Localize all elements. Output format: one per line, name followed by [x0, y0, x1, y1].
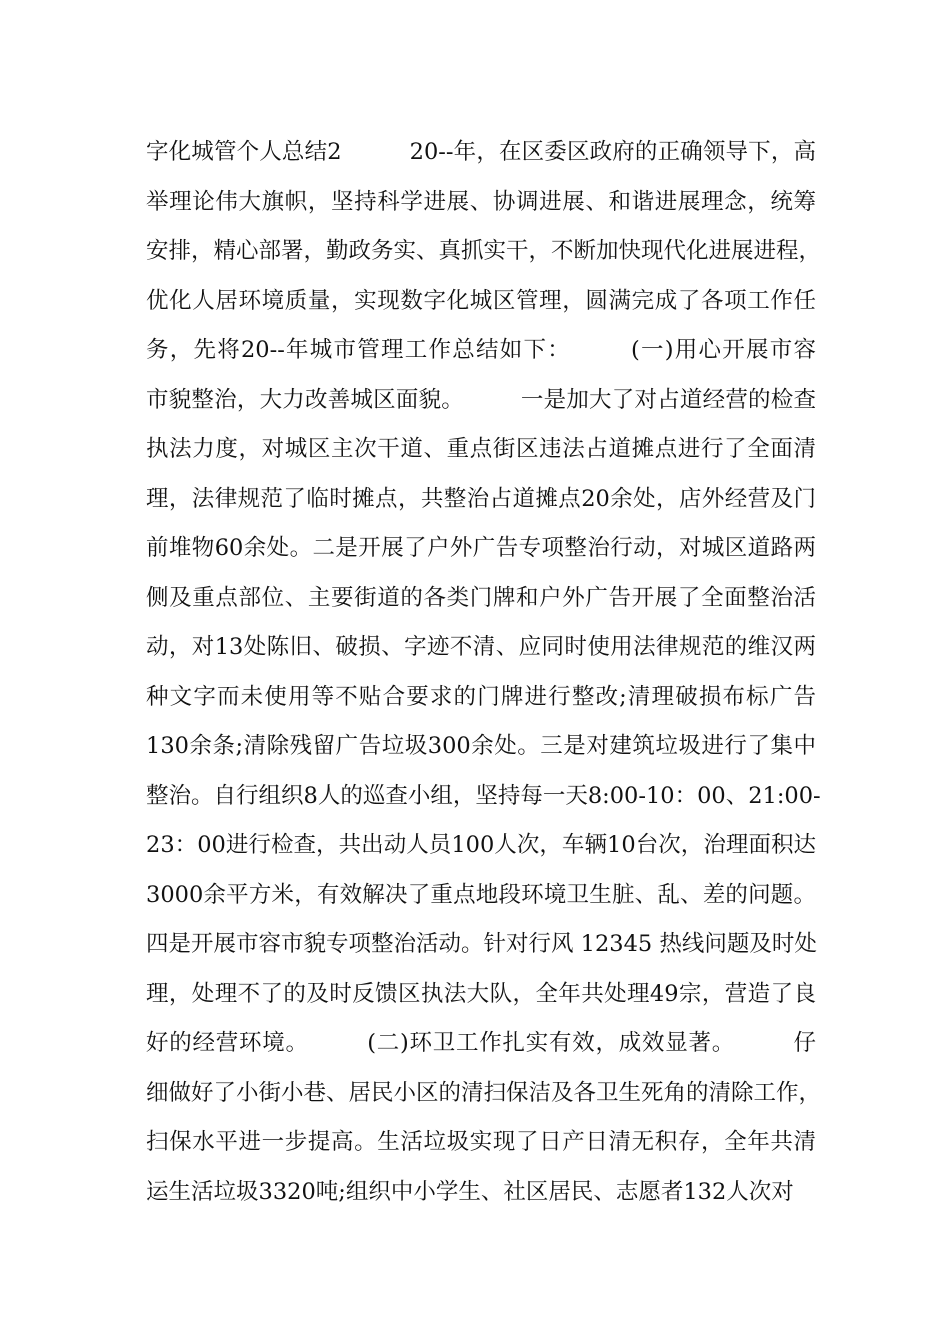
text-line: 整治。自行组织8人的巡查小组，坚持每一天8:00-10：00、21:00-: [146, 782, 821, 809]
text-line: 运生活垃圾3320吨;组织中小学生、社区居民、志愿者132人次对: [146, 1178, 794, 1205]
text-line: 字化城管个人总结2 20--年，在区委区政府的正确领导下，高: [146, 139, 816, 165]
text-line: 3000余平方米，有效解决了重点地段环境卫生脏、乱、差的问题。: [146, 881, 816, 908]
text-line: 理，法律规范了临时摊点，共整治占道摊点20余处，店外经营及门: [146, 485, 816, 512]
text-line: 种文字而未使用等不贴合要求的门牌进行整改;清理破损布标广告: [146, 683, 816, 710]
text-line: 优化人居环境质量，实现数字化城区管理，圆满完成了各项工作任: [146, 287, 816, 314]
text-line: 动，对13处陈旧、破损、字迹不清、应同时使用法律规范的维汉两: [146, 634, 816, 660]
text-line: 前堆物60余处。二是开展了户外广告专项整治行动，对城区道路两: [146, 535, 816, 561]
text-line: 执法力度，对城区主次干道、重点街区违法占道摊点进行了全面清: [146, 436, 816, 462]
text-line: 侧及重点部位、主要街道的各类门牌和户外广告开展了全面整治活: [146, 584, 816, 611]
text-line: 23：00进行检查，共出动人员100人次，车辆10台次，治理面积达: [146, 832, 816, 858]
text-line: 扫保水平进一步提高。生活垃圾实现了日产日清无积存，全年共清: [146, 1129, 816, 1155]
text-line: 举理论伟大旗帜，坚持科学进展、协调进展、和谐进展理念，统筹: [146, 188, 816, 215]
text-line: 四是开展市容市貌专项整治活动。针对行风 12345 热线问题及时处: [146, 931, 817, 957]
body-text: [146, 132, 822, 1221]
text-line: 安排，精心部署，勤政务实、真抓实干，不断加快现代化进展进程，: [146, 238, 822, 264]
text-line: 市貌整治，大力改善城区面貌。 一是加大了对占道经营的检查: [146, 386, 816, 413]
text-line: 130余条;清除残留广告垃圾300余处。三是对建筑垃圾进行了集中: [146, 733, 816, 759]
text-line: 务，先将20--年城市管理工作总结如下： (一)用心开展市容: [146, 337, 816, 363]
text-line: 理，处理不了的及时反馈区执法大队，全年共处理49宗，营造了良: [146, 980, 816, 1007]
text-line: 细做好了小街小巷、居民小区的清扫保洁及各卫生死角的清除工作，: [146, 1079, 822, 1106]
text-line: 好的经营环境。 (二)环卫工作扎实有效，成效显著。 仔: [146, 1030, 816, 1056]
